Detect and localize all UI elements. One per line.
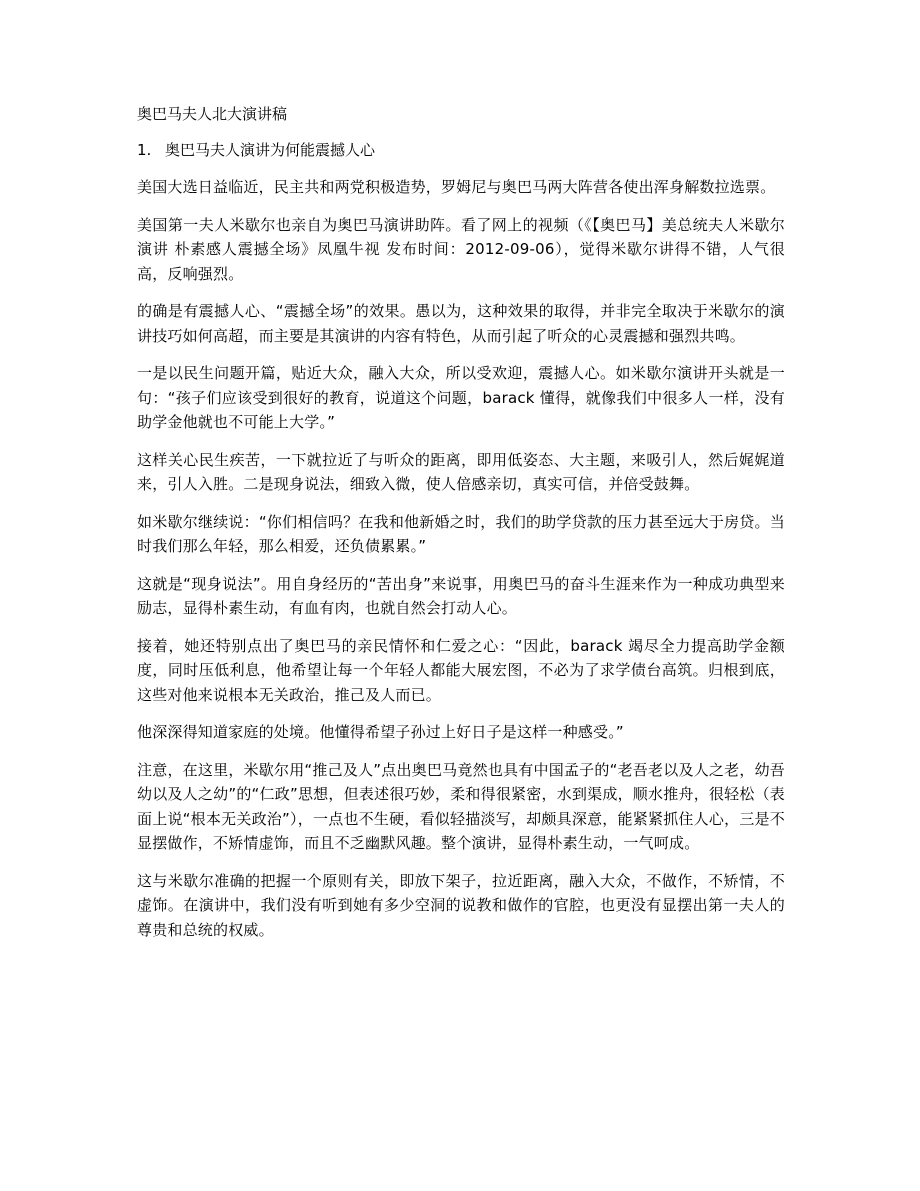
paragraph: 接着，她还特别点出了奥巴马的亲民情怀和仁爱之心：“因此，barack 竭尽全力提高助学金额度，同时压低利息，他希望让每一个年轻人都能大展宏图，不必为了求学债台高筑。归根到底，这些对他来说根本无关政治，推己及人而已。: [137, 636, 785, 704]
paragraph: 注意，在这里，米歇尔用“推己及人”点出奥巴马竟然也具有中国孟子的“老吾老以及人之老，幼吾幼以及人之幼”的“仁政”思想，但表述很巧妙，柔和得很紧密，水到渠成，顺水推舟，很轻松（表面上说“根本无关政治”），一点也不生硬，看似轻描淡写，却颇具深意，能紧紧抓住人心，三是不显摆做作，不矫情虚饰，而且不乏幽默风趣。整个演讲，显得朴素生动，一气呵成。: [137, 760, 785, 852]
paragraph: 这就是“现身说法”。用自身经历的“苦出身”来说事，用奥巴马的奋斗生涯来作为一种成功典型来励志，显得朴素生动，有血有肉，也就自然会打动人心。: [137, 574, 785, 617]
paragraph: 美国大选日益临近，民主共和两党积极造势，罗姆尼与奥巴马两大阵营各使出浑身解数拉选票。: [137, 178, 776, 196]
section-number: 1.: [137, 141, 152, 159]
section-heading-text: 奥巴马夫人演讲为何能震撼人心: [165, 141, 376, 159]
section-heading: [137, 139, 785, 161]
paragraph: 这样关心民生疾苦，一下就拉近了与听众的距离，即用低姿态、大主题，来吸引人，然后娓娓道来，引人入胜。二是现身说法，细致入微，使人倍感亲切，真实可信，并倍受鼓舞。: [137, 450, 785, 493]
document-page: [137, 103, 785, 955]
paragraph: 一是以民生问题开篇，贴近大众，融入大众，所以受欢迎，震撼人心。如米歇尔演讲开头就是一句：“孩子们应该受到很好的教育，说道这个问题，barack 懂得，就像我们中很多人一样，没有助学金他就也不可能上大学。”: [137, 364, 785, 431]
paragraph: 他深深得知道家庭的处境。他懂得希望子孙过上好日子是这样一种感受。”: [137, 723, 624, 741]
document-title: 奥巴马夫人北大演讲稿: [137, 105, 288, 123]
paragraph: 的确是有震撼人心、“震撼全场”的效果。愚以为，这种效果的取得，并非完全取决于米歇尔的演讲技巧如何高超，而主要是其演讲的内容有特色，从而引起了听众的心灵震撼和强烈共鸣。: [137, 302, 785, 345]
paragraph: 美国第一夫人米歇尔也亲自为奥巴马演讲助阵。看了网上的视频（《【奥巴马】美总统夫人米歇尔演讲 朴素感人震撼全场》凤凰牛视 发布时间：2012-09-06），觉得米歇尔讲得不错，人气很高，反响强烈。: [137, 215, 785, 283]
paragraph: 如米歇尔继续说：“你们相信吗？在我和他新婚之时，我们的助学贷款的压力甚至远大于房贷。当时我们那么年轻，那么相爱，还负债累累。”: [137, 512, 785, 555]
paragraph: 这与米歇尔准确的把握一个原则有关，即放下架子，拉近距离，融入大众，不做作，不矫情，不虚饰。在演讲中，我们没有听到她有多少空洞的说教和做作的官腔，也更没有显摆出第一夫人的尊贵和总统的权威。: [137, 871, 785, 939]
